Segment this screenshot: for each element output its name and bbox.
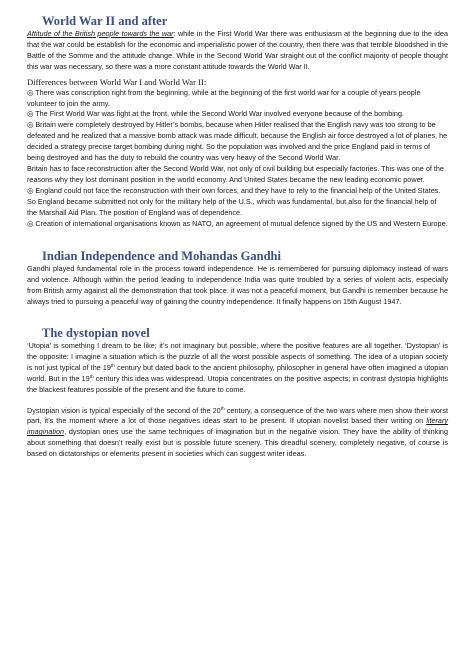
bullet-icon: ◎ [27, 218, 34, 228]
dystopian-paragraph-2: Dystopian vision is typical especially of the second of the 20th century, a consequence of the two wars where men show their worst part, it’s the moment where a lot of those negatives ideas start to be present. If utopian novelist based their writing on literary imagination, dystopian ones use the same techniques of imagination but in the negative vision. They have the ability of thinking about something that doesn’t really exist but is possible future scenery. This dreadful scenery, completely negative, of course is based on dictatorships or elements present in societies which can suggest writer ideas. [27, 405, 448, 459]
bullet-item: ◎ There was conscription right from the beginning, while at the beginning of the first world war for a couple of years people volunteer to join the army. [27, 87, 421, 108]
bullet-item: ◎ Creation of international organisations known as NATO, an agreement of mutual defence signed by the US and Western Europe. [27, 218, 448, 228]
bullet-icon: ◎ [27, 87, 34, 97]
differences-heading: Differences between World War I and World War II: [27, 76, 207, 87]
bullet-icon: ◎ [27, 185, 34, 195]
section-title-dystopian: The dystopian novel [42, 326, 150, 341]
bullet-icon: ◎ [27, 120, 34, 130]
bullet-item: ◎ England could not face the reconstruction with their own forces, and they have to rely to the financial help of the United States. So England became submitted not only for the military help of the U.S., which was fundamental, but also for the financial help of the Marshall Aid Plan. The position of England was of dependence. [27, 185, 441, 217]
intro-text: : while in the First World War there was enthusiasm at the beginning due to the idea that the war could be establish for the economic and imperialistic power of the country, then there was that terrible bloodshed in the Battle of the Somme and the attitude change. While in the Second World War straight out of the conflict majority of people thought this war was necessary, so there was a more constant attitude towards the World War II. [27, 29, 448, 71]
intro-italic: Attitude of the British people towards the war [27, 29, 174, 38]
intro-paragraph [27, 29, 448, 73]
india-paragraph: Gandhi played fundamental role in the process toward independence. He is remembered for pursuing diplomacy instead of wars and violence. Although within the period leading to independence India was quite troubled by a series of violent acts, especially from British army against all the demonstration that took place. it was not a peaceful moment, but Gandhi is remember because he always tried to pursuing a peaceful way of gaining the country independence. It finally happens on 15th August 1947. [27, 264, 448, 307]
bullet-icon: ◎ [27, 109, 34, 119]
bullet-item: ◎ The First World War was fight at the front, while the Second World War involved everyone because of the bombing. [27, 109, 404, 119]
section-title-india: Indian Independence and Mohandas Gandhi [42, 249, 281, 264]
section-title-ww2: World War II and after [42, 14, 168, 28]
bullet-item: ◎ Britain were completely destroyed by Hitler’s bombs, because when Hitler realised that the English navy was too strong to be defeated and he realized that a massive bomb attack was made difficult, because the English air force destroyed a lot of planes, he decided a strategy precise target bombing during night. So the population was involved and the price England paid in terms of being destroyed and has the duty to rebuild the country was very heavy of the Second World War. [27, 120, 448, 163]
reconstruction-paragraph: Britain has to face reconstruction after the Second World War, not only of civil building but especially factories. This was one of the reasons why they lost dominant position in the world economy. And United States became the new leading economic power. [27, 163, 444, 184]
dystopian-paragraph-1: ‘Utopia’ is something I dream to be like; it’s not imaginary but possible, where the positive features are all together. ‘Dystopian’ is the opposite: I imagine a situation which is the puzzle of all the worst possible aspects of something. The idea of a utopian society is not just typical of the 19th century but dated back to the ancient philosophy, philosopher in general have often imagined a utopian world. But in the 19th century this idea was widespread. Utopia concentrates on the positive aspects; in contrast dystopia highlights the blackest features possible of the present and the future to come. [27, 341, 448, 394]
